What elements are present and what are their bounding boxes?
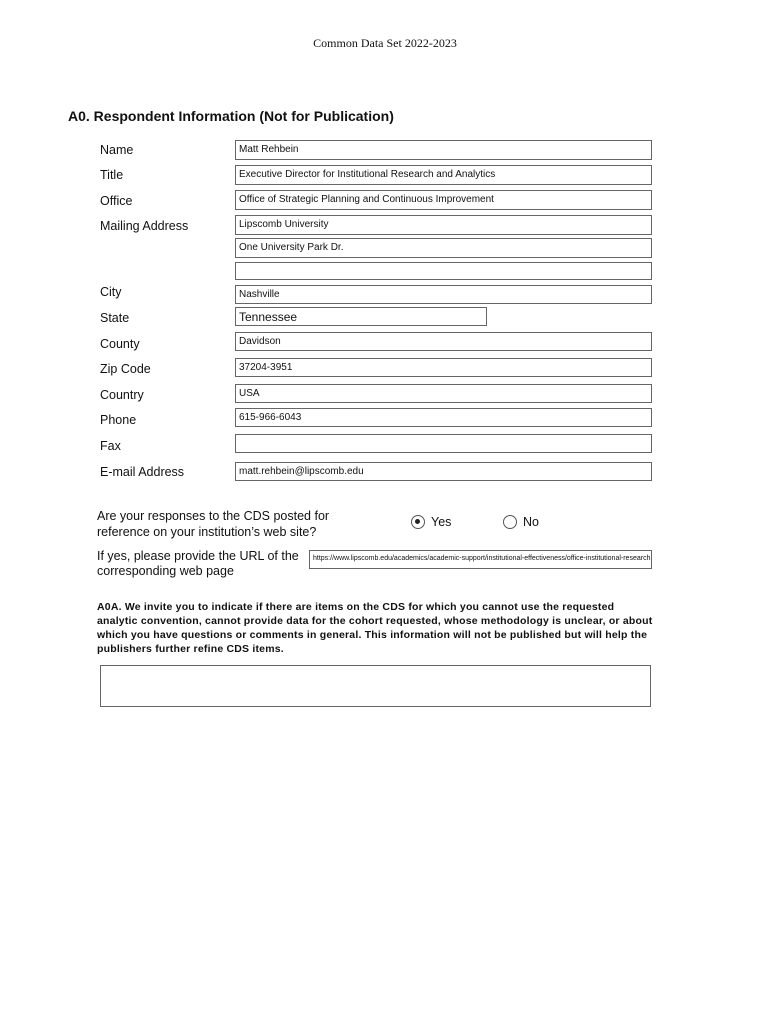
- zip-code-field[interactable]: 37204-3951: [235, 358, 652, 377]
- name-field[interactable]: Matt Rehbein: [235, 140, 652, 160]
- posted-question-line1: Are your responses to the CDS posted for: [97, 509, 330, 523]
- title-label: Title: [100, 168, 124, 182]
- section-title: A0. Respondent Information (Not for Publication): [68, 108, 394, 124]
- mailing-address-line3[interactable]: [235, 262, 652, 280]
- mailing-address-label: Mailing Address: [100, 219, 189, 233]
- posted-question-line2: reference on your institution’s web site?: [97, 525, 317, 539]
- page-header: Common Data Set 2022-2023: [313, 36, 457, 50]
- state-label: State: [100, 311, 130, 325]
- yes-label: Yes: [431, 515, 452, 529]
- a0a-instructions: A0A. We invite you to indicate if there are items on the CDS for which you cannot use the requested analytic convention, cannot provide data for the cohort requested, whose methodology is unclear, or about which you have questions or comments in general. This information will not be published but will help the publishers further refine CDS items.: [97, 601, 653, 655]
- a0a-comment-box[interactable]: [100, 665, 651, 707]
- mailing-address-line2[interactable]: One University Park Dr.: [235, 238, 652, 258]
- no-radio[interactable]: [503, 515, 517, 529]
- url-question-line1: If yes, please provide the URL of the: [97, 549, 299, 563]
- url-field[interactable]: https://www.lipscomb.edu/academics/academic-support/institutional-effectiveness/office-institutional-research: [309, 550, 652, 569]
- yes-radio[interactable]: [411, 515, 425, 529]
- city-label: City: [100, 285, 122, 299]
- country-field[interactable]: USA: [235, 384, 652, 403]
- title-field[interactable]: Executive Director for Institutional Research and Analytics: [235, 165, 652, 185]
- zip-code-label: Zip Code: [100, 362, 151, 376]
- phone-field[interactable]: 615-966-6043: [235, 408, 652, 427]
- fax-label: Fax: [100, 439, 121, 453]
- office-field[interactable]: Office of Strategic Planning and Continuous Improvement: [235, 190, 652, 210]
- office-label: Office: [100, 194, 133, 208]
- country-label: Country: [100, 388, 144, 402]
- county-field[interactable]: Davidson: [235, 332, 652, 351]
- email-label: E-mail Address: [100, 465, 185, 479]
- fax-field[interactable]: [235, 434, 652, 453]
- mailing-address-line1[interactable]: Lipscomb University: [235, 215, 652, 235]
- name-label: Name: [100, 143, 134, 157]
- no-label: No: [523, 515, 539, 529]
- phone-label: Phone: [100, 413, 137, 427]
- email-field[interactable]: matt.rehbein@lipscomb.edu: [235, 462, 652, 481]
- county-label: County: [100, 337, 140, 351]
- state-field[interactable]: Tennessee: [235, 307, 487, 326]
- url-question-line2: corresponding web page: [97, 564, 234, 578]
- city-field[interactable]: Nashville: [235, 285, 652, 304]
